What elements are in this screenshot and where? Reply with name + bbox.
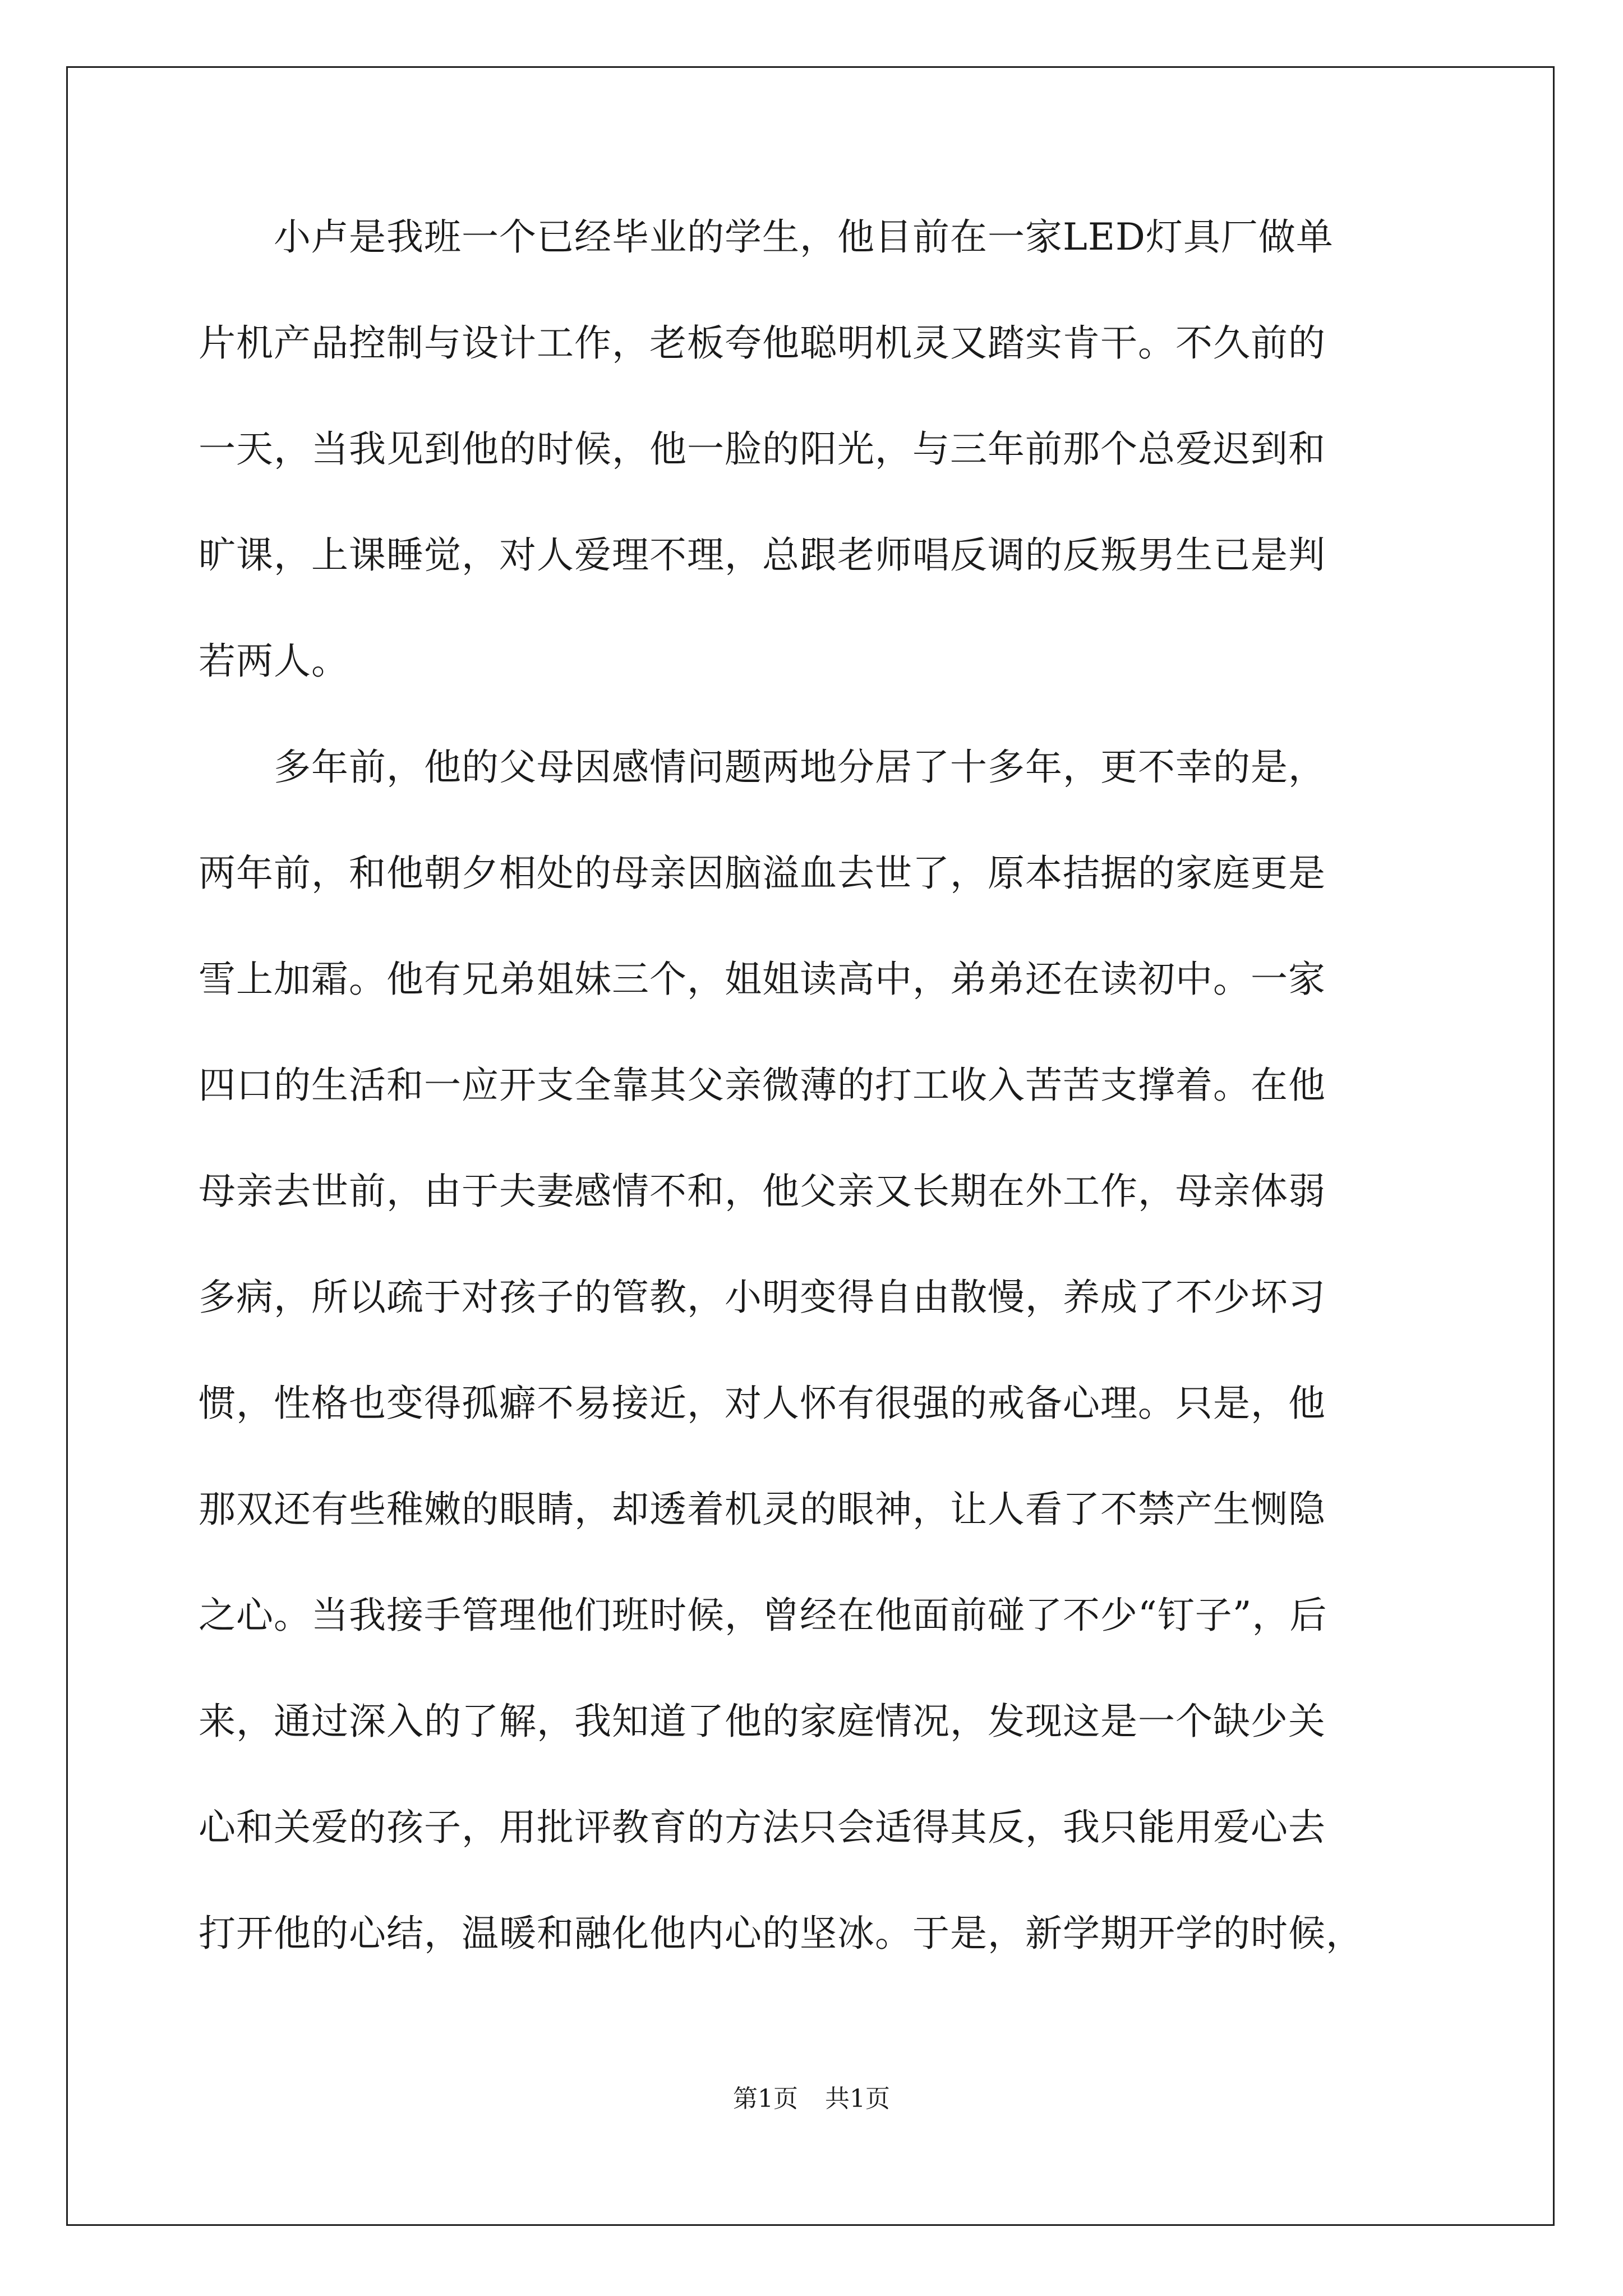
text-line: 打开他的心结，温暖和融化他内心的坚冰。于是，新学期开学的时候， bbox=[199, 1912, 1363, 1955]
page-footer bbox=[0, 2082, 1623, 2116]
text-line: 惯，性格也变得孤癖不易接近，对人怀有很强的戒备心理。只是，他 bbox=[199, 1382, 1326, 1425]
page-total: 共1页 bbox=[825, 2085, 890, 2113]
text-line: 之心。当我接手管理他们班时候，曾经在他面前碰了不少“钉子”，后 bbox=[199, 1594, 1327, 1637]
text-line: 两年前，和他朝夕相处的母亲因脑溢血去世了，原本拮据的家庭更是 bbox=[199, 852, 1326, 895]
document-body bbox=[199, 212, 1427, 2014]
page-number: 第1页 bbox=[733, 2085, 798, 2113]
text-line: 片机产品控制与设计工作，老板夸他聪明机灵又踏实肯干。不久前的 bbox=[199, 321, 1326, 365]
text-line: 多年前，他的父母因感情问题两地分居了十多年，更不幸的是， bbox=[199, 746, 1326, 789]
text-line: 旷课，上课睡觉，对人爱理不理，总跟老师唱反调的反叛男生已是判 bbox=[199, 533, 1326, 577]
text-line: 心和关爱的孩子，用批评教育的方法只会适得其反，我只能用爱心去 bbox=[199, 1806, 1326, 1849]
text-line: 那双还有些稚嫩的眼睛，却透着机灵的眼神，让人看了不禁产生恻隐 bbox=[199, 1488, 1326, 1531]
text-line: 小卢是我班一个已经毕业的学生，他目前在一家LED灯具厂做单 bbox=[199, 215, 1334, 259]
text-line: 四口的生活和一应开支全靠其父亲微薄的打工收入苦苦支撑着。在他 bbox=[199, 1064, 1326, 1107]
text-line: 来，通过深入的了解，我知道了他的家庭情况，发现这是一个缺少关 bbox=[199, 1700, 1326, 1743]
text-line: 母亲去世前，由于夫妻感情不和，他父亲又长期在外工作，母亲体弱 bbox=[199, 1170, 1326, 1213]
text-line: 多病，所以疏于对孩子的管教，小明变得自由散慢，养成了不少坏习 bbox=[199, 1276, 1326, 1319]
text-line: 雪上加霜。他有兄弟姐妹三个，姐姐读高中，弟弟还在读初中。一家 bbox=[199, 958, 1326, 1001]
text-line: 一天，当我见到他的时候，他一脸的阳光，与三年前那个总爱迟到和 bbox=[199, 427, 1326, 471]
text-line: 若两人。 bbox=[199, 639, 349, 683]
